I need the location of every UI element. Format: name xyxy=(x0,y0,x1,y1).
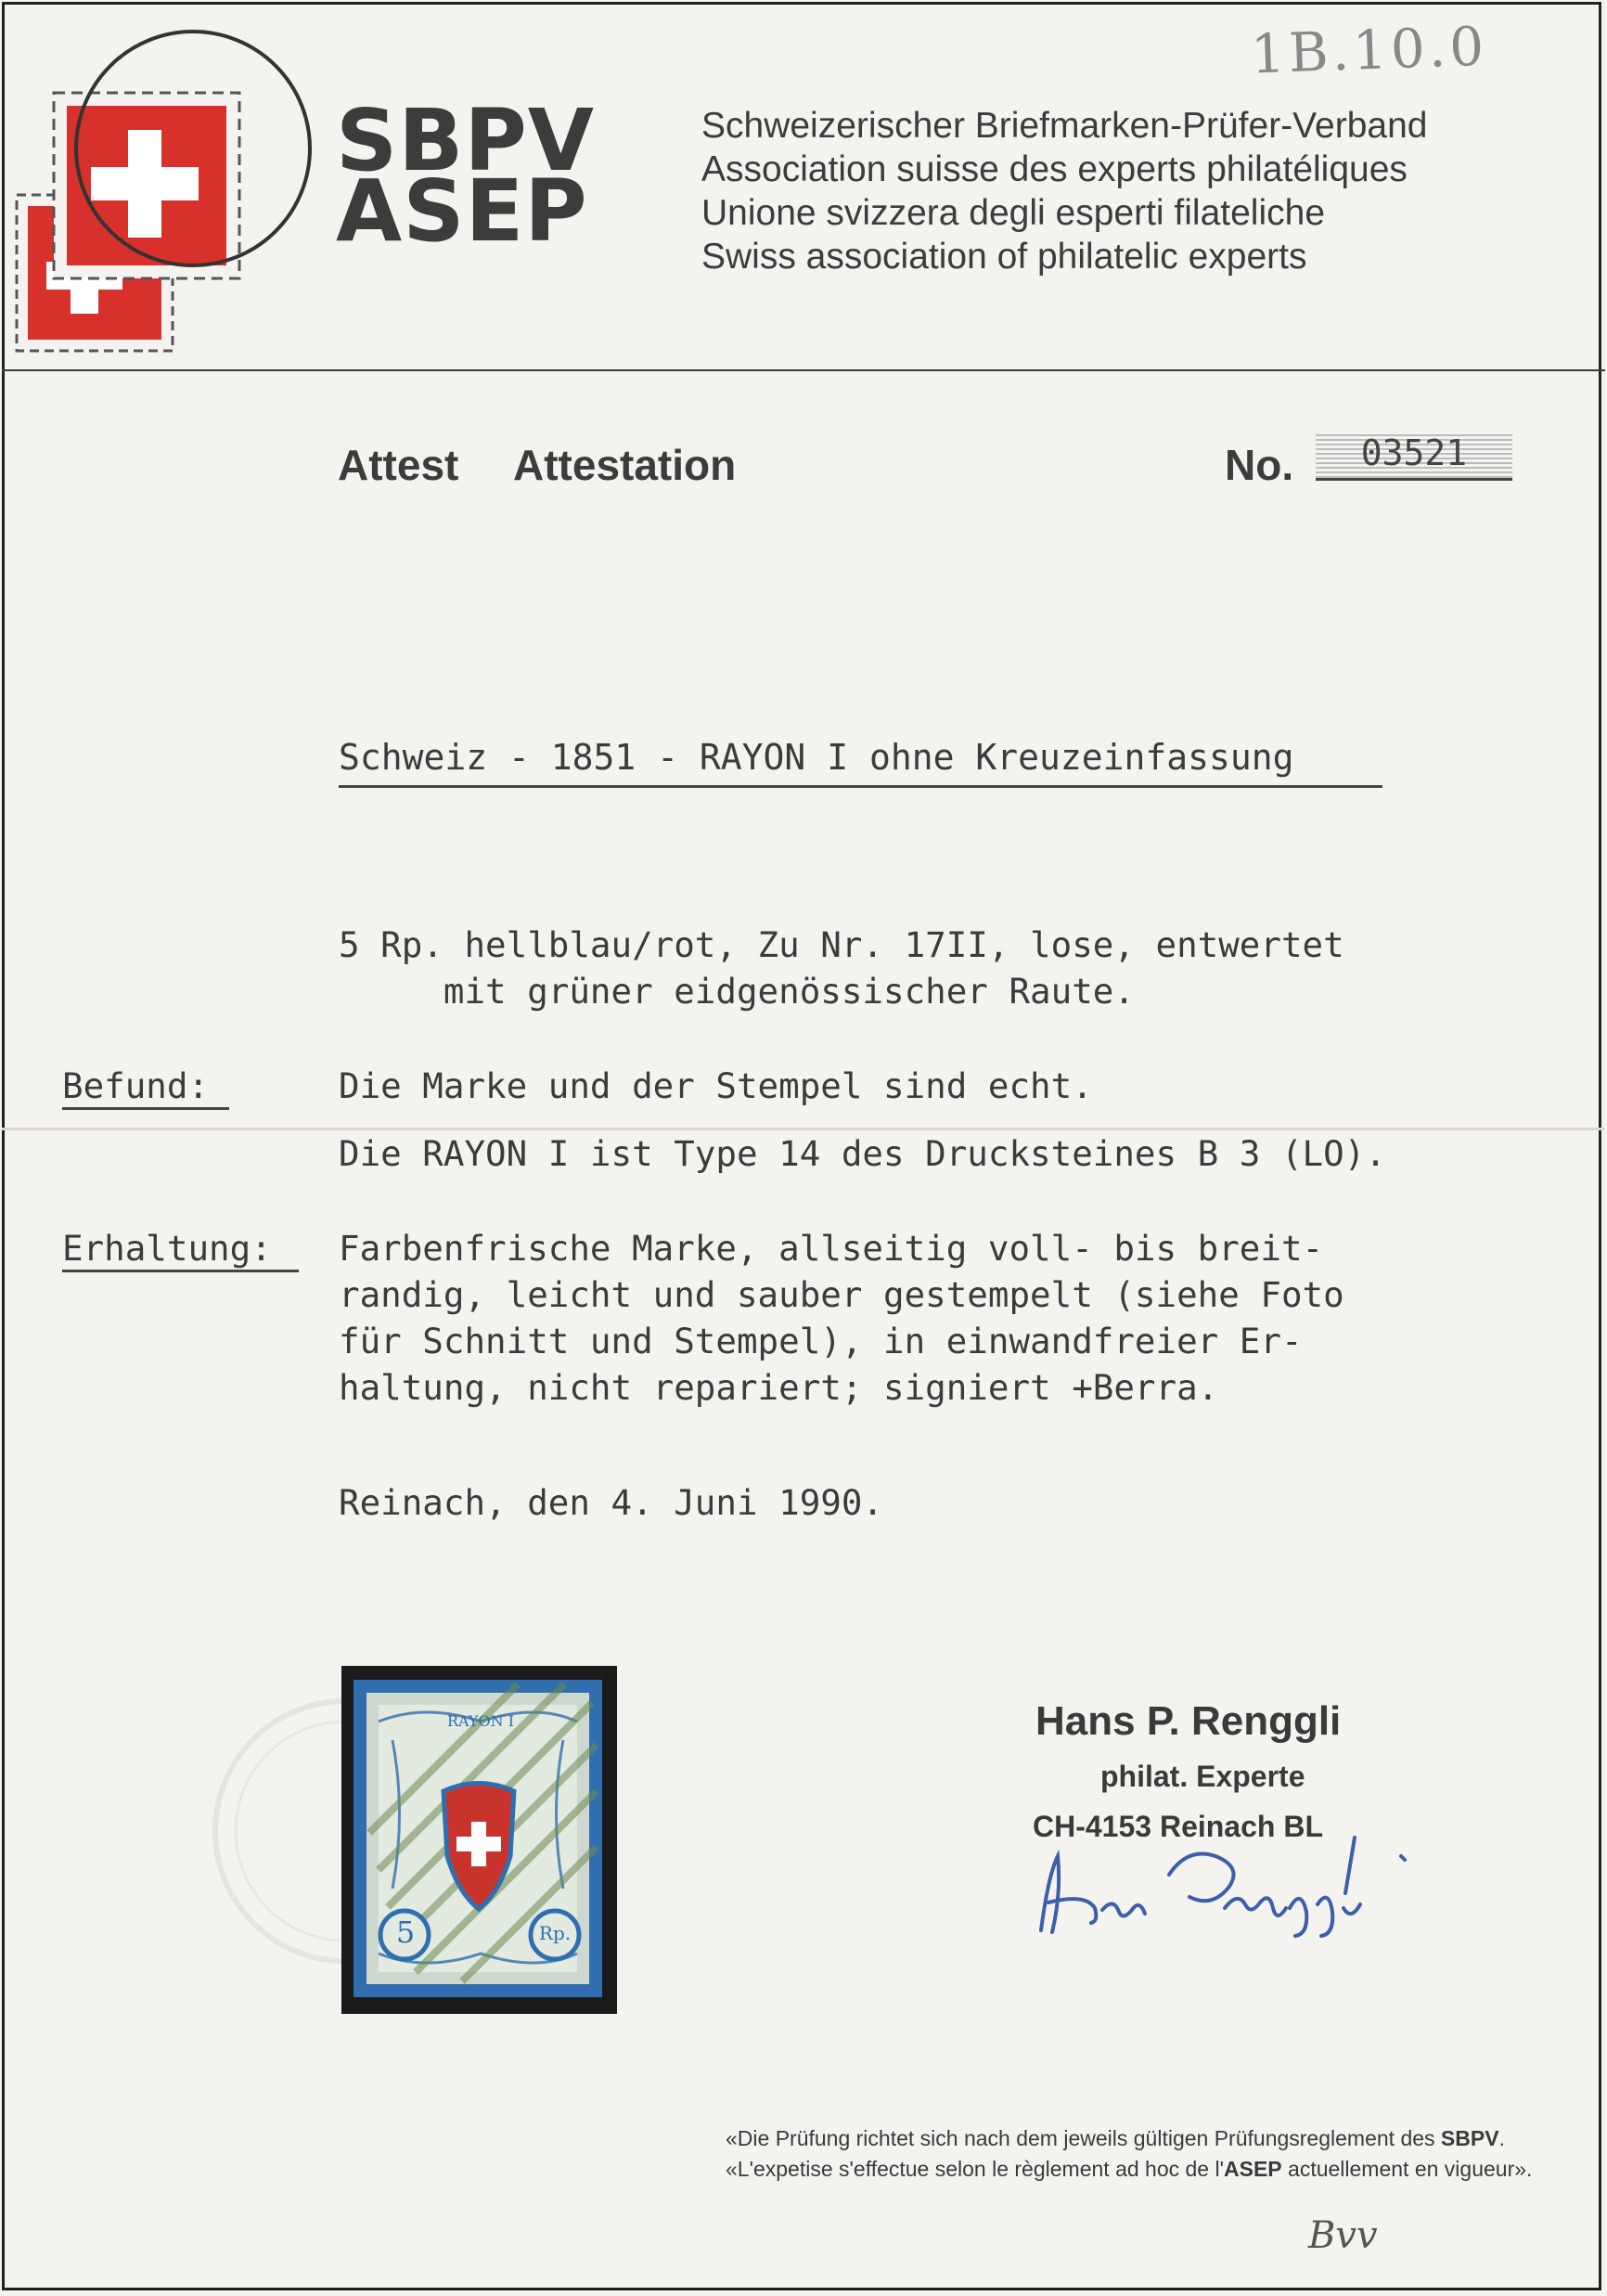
footer-note-fr xyxy=(726,2154,1532,2185)
stamp-value-right: Rp. xyxy=(538,1922,572,1944)
findings-line: Die Marke und der Stempel sind echt. xyxy=(339,1065,1093,1106)
footer-text: «Die Prüfung richtet sich nach dem jeweils gültigen Prüfungsreglement des xyxy=(726,2126,1441,2150)
condition-text xyxy=(339,1225,1344,1411)
signer-title: philat. Experte xyxy=(1100,1760,1305,1793)
condition-line: Farbenfrische Marke, allseitig voll- bis breit- xyxy=(339,1228,1324,1269)
footer-bold: ASEP xyxy=(1224,2157,1282,2181)
findings-label: Befund: xyxy=(62,1065,210,1106)
handwritten-initials: Bvv xyxy=(1308,2214,1378,2257)
subject-underline xyxy=(339,785,1382,788)
condition-line: für Schnitt und Stempel), in einwandfreier Er- xyxy=(339,1321,1303,1361)
place-date: Reinach, den 4. Juni 1990. xyxy=(339,1482,883,1523)
org-name-it: Unione svizzera degli esperti filateliche xyxy=(701,193,1326,233)
header-divider xyxy=(2,369,1605,371)
footer-text: «L'expetise s'effectue selon le règlement ad hoc de l' xyxy=(726,2157,1224,2181)
org-name-de: Schweizerischer Briefmarken-Prüfer-Verband xyxy=(701,106,1428,146)
footer-bold: SBPV xyxy=(1440,2126,1499,2150)
handwritten-code: 1B.10.0 xyxy=(1249,14,1489,86)
findings-underline xyxy=(62,1107,229,1110)
footer-note-de xyxy=(726,2123,1505,2154)
subject-line: Schweiz - 1851 - RAYON I ohne Kreuzeinfassung xyxy=(339,737,1294,778)
signer-address: CH-4153 Reinach BL xyxy=(1033,1810,1323,1843)
number-label: No. xyxy=(1225,441,1294,489)
condition-line: randig, leicht und sauber gestempelt (siehe Foto xyxy=(339,1274,1344,1315)
stamp-value-left: 5 xyxy=(395,1915,416,1950)
title-attestation: Attestation xyxy=(513,441,737,489)
description-line: mit grüner eidgenössischer Raute. xyxy=(339,971,1135,1012)
title-attest: Attest xyxy=(338,441,459,489)
org-name-fr: Association suisse des experts philatéliques xyxy=(701,149,1408,189)
stamp-photo xyxy=(341,1666,617,2014)
description-line: 5 Rp. hellblau/rot, Zu Nr. 17II, lose, entwertet xyxy=(339,924,1344,965)
sbpv-logo-icon xyxy=(9,28,325,353)
footer-text: . xyxy=(1498,2126,1505,2150)
condition-label: Erhaltung: xyxy=(62,1228,272,1269)
stamp-top-text: RAYON I xyxy=(446,1712,515,1730)
signature-icon xyxy=(1030,1819,1420,1949)
org-name-en: Swiss association of philatelic experts xyxy=(701,237,1307,277)
condition-underline xyxy=(62,1270,299,1272)
footer-text: actuellement en vigueur». xyxy=(1281,2157,1533,2181)
stamp-description xyxy=(339,922,1344,1014)
findings-line: Die RAYON I ist Type 14 des Drucksteines B 3 (LO). xyxy=(339,1133,1386,1174)
certificate-number: 03521 xyxy=(1360,432,1468,473)
organization-names xyxy=(701,104,1427,278)
logo-abbrev-fr: ASEP xyxy=(336,161,588,261)
condition-line: haltung, nicht repariert; signiert +Berra. xyxy=(339,1367,1219,1408)
logo-abbrev-de: SBPV xyxy=(336,91,596,190)
signer-name: Hans P. Renggli xyxy=(1035,1698,1342,1744)
